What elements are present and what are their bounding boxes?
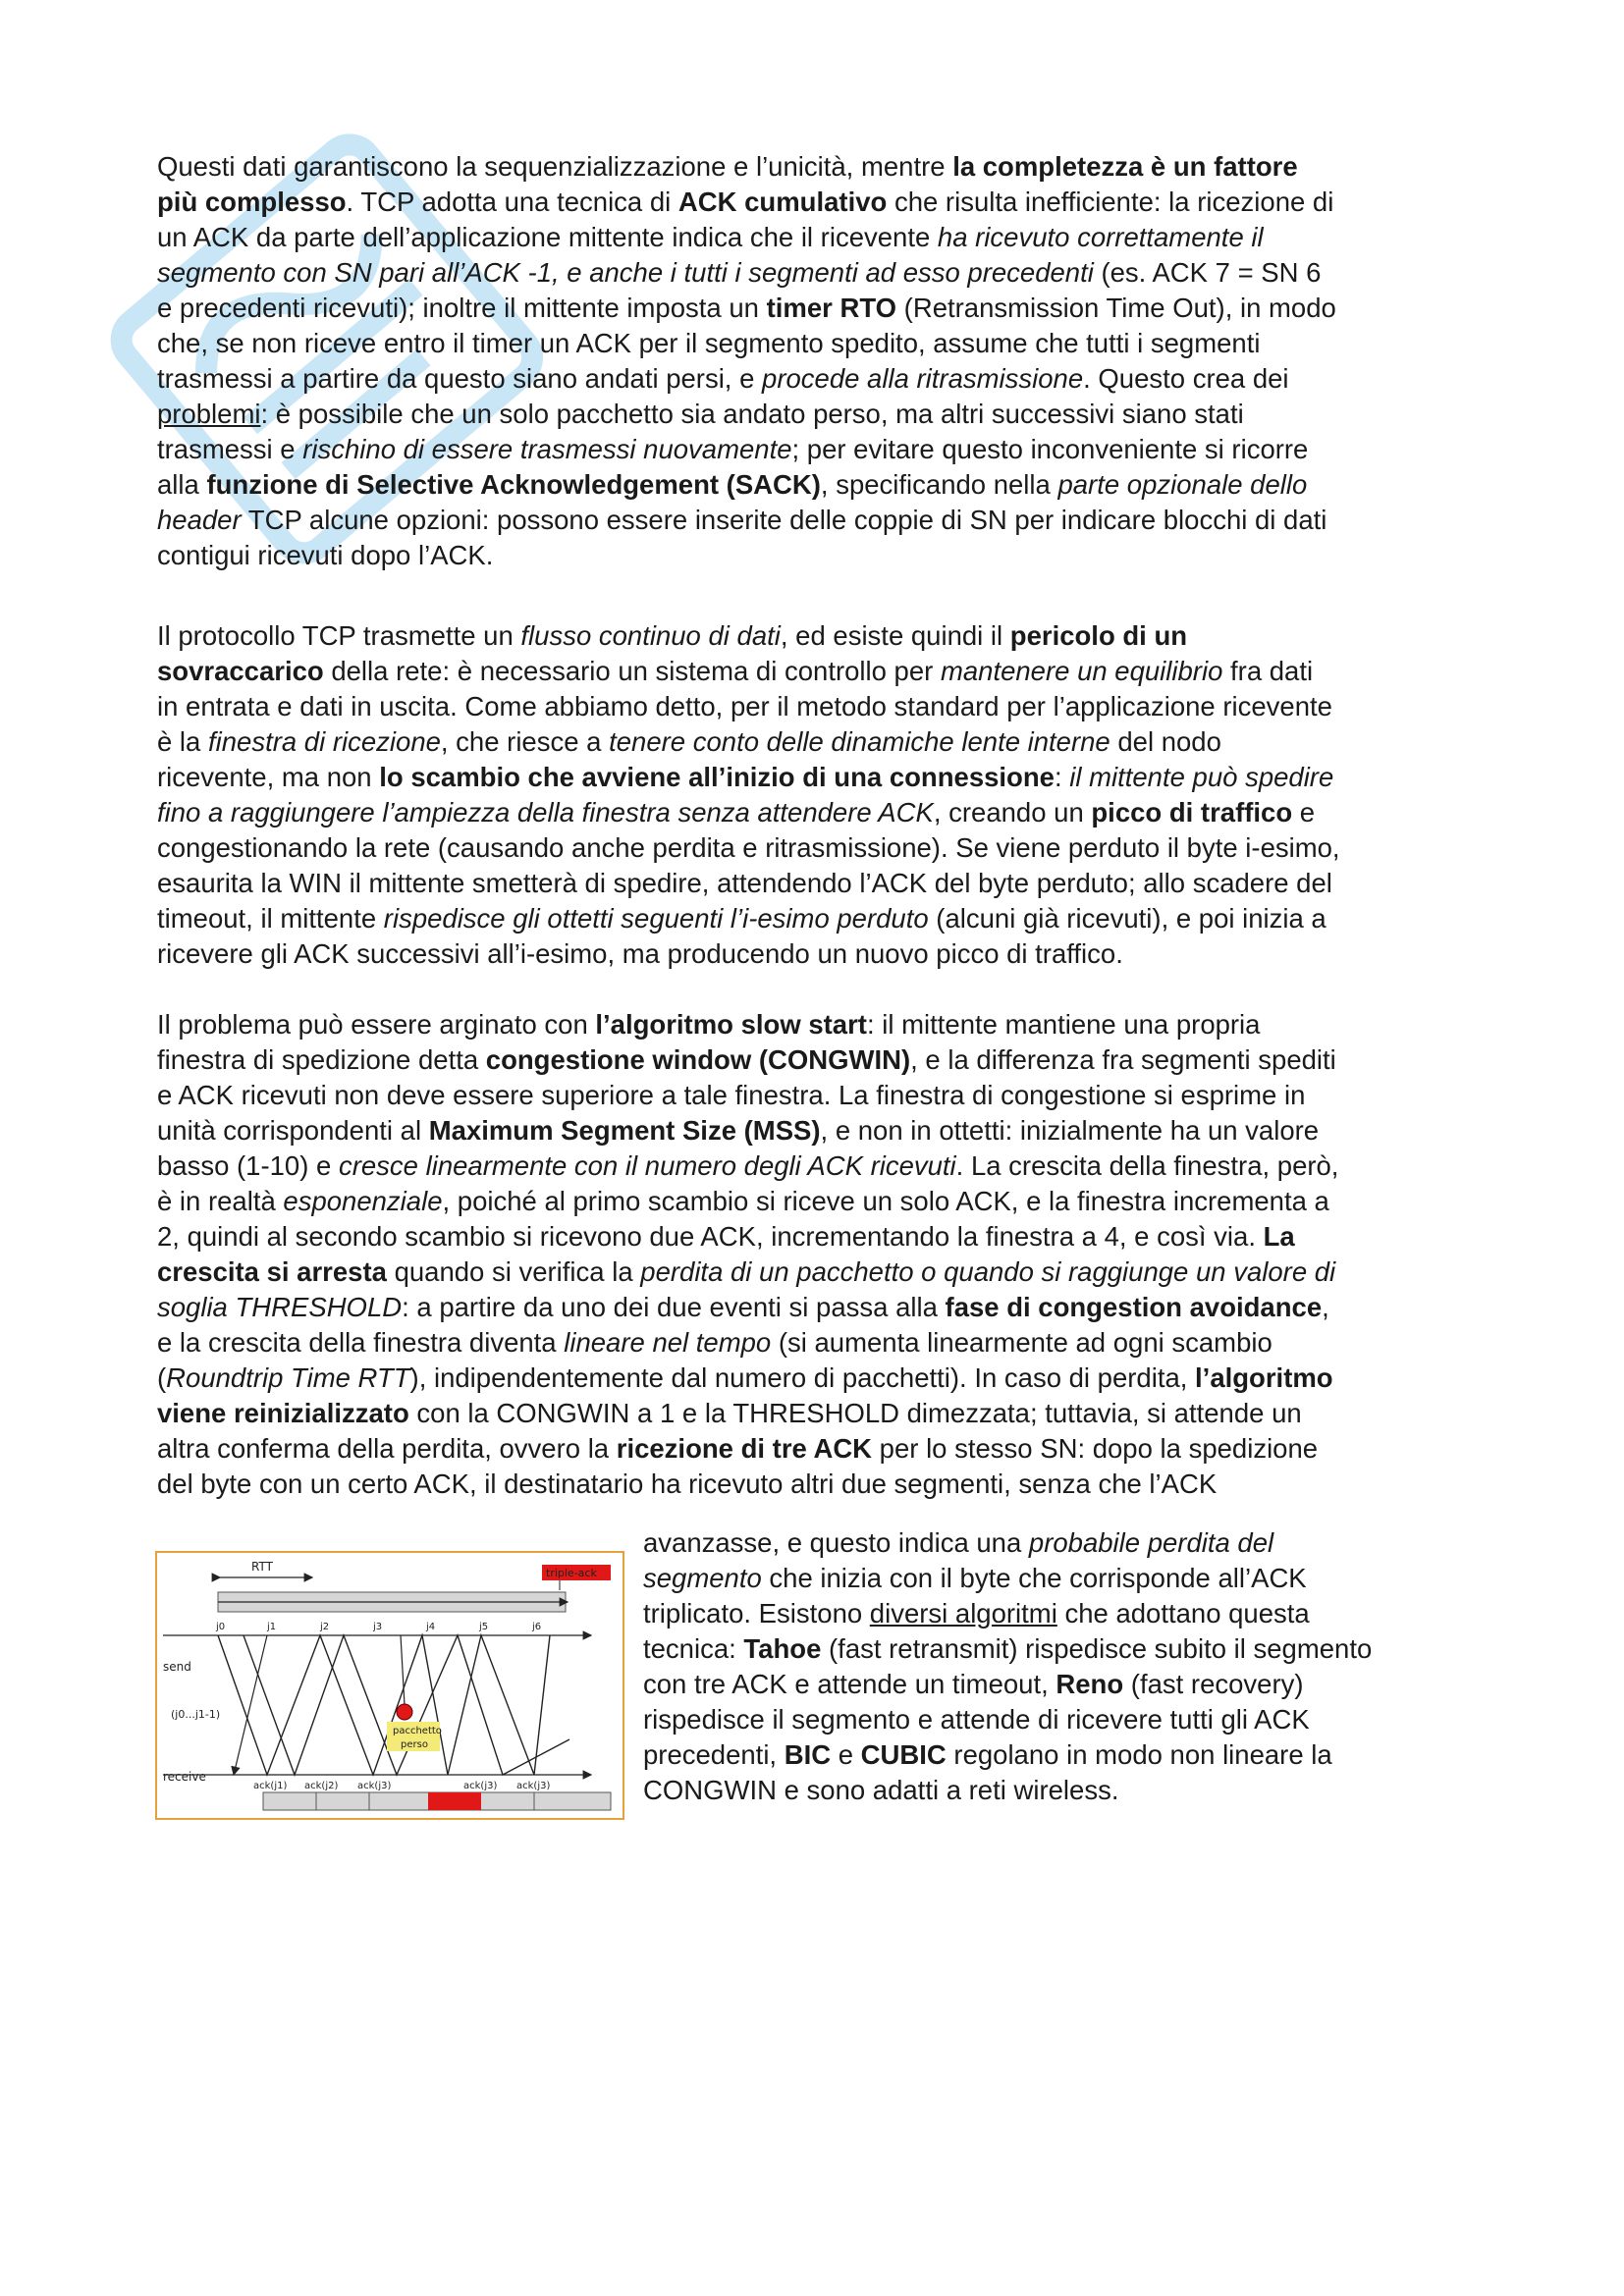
text-line: [157, 503, 1483, 538]
lost-label-1: pacchetto: [393, 1726, 442, 1736]
text-run: in entrata e dati in uscita. Come abbiamo detto, per il metodo standard per l’applicazione ricevente: [157, 691, 1332, 721]
text-run: finestra di spedizione detta: [157, 1044, 486, 1075]
text-line: [157, 760, 1483, 795]
text-run: : è possibile che un solo pacchetto sia andato perso, ma altri successivi siano stati: [260, 399, 1244, 429]
italic-run: tenere conto delle dinamiche lente interne: [609, 726, 1110, 757]
italic-run: il mittente può spedire: [1069, 762, 1334, 792]
text-run: , e non in ottetti: inizialmente ha un valore: [820, 1115, 1320, 1146]
text-line: [157, 538, 1483, 573]
text-run: del nodo: [1110, 726, 1221, 757]
paragraph-ack-cumulativo: [157, 149, 1483, 573]
italic-run: Roundtrip Time RTT: [166, 1362, 410, 1393]
text-line: [643, 1667, 1488, 1702]
text-line: [157, 795, 1483, 830]
paragraph-algoritmi: [643, 1525, 1488, 1808]
text-line: [157, 1113, 1483, 1148]
bold-run: la completezza è un fattore: [952, 151, 1298, 182]
text-run: Questi dati garantiscono la sequenzializzazione e l’unicità, mentre: [157, 151, 953, 182]
text-run: . Questo crea dei: [1083, 363, 1289, 394]
text-run: (es. ACK 7 = SN 6: [1093, 257, 1322, 288]
text-run: trasmessi e: [157, 434, 303, 464]
text-run: per lo stesso SN: dopo la spedizione: [872, 1433, 1319, 1464]
text-run: alla: [157, 469, 207, 500]
bold-run: l’algoritmo: [1195, 1362, 1333, 1393]
text-line: [157, 361, 1483, 397]
italic-run: rispedisce gli ottetti seguenti l’i-esimo perduto: [383, 903, 929, 934]
range-label: (j0...j1-1): [171, 1708, 221, 1721]
bold-run: ricezione di tre ACK: [616, 1433, 873, 1464]
text-line: [157, 1184, 1483, 1219]
text-run: : a partire da uno dei due eventi si passa alla: [402, 1292, 946, 1322]
italic-run: probabile perdita del: [1028, 1527, 1274, 1558]
text-run: e: [831, 1739, 861, 1770]
ack-label: ack(j1): [253, 1781, 288, 1791]
text-run: è in realtà: [157, 1186, 284, 1216]
text-line: [157, 1325, 1483, 1361]
italic-run: parte opzionale dello: [1057, 469, 1308, 500]
text-line: [157, 1042, 1483, 1078]
text-line: [157, 1431, 1483, 1467]
text-run: che, se non riceve entro il timer un ACK per il segmento spedito, assume che tutti i segmenti: [157, 328, 1261, 358]
text-run: congestionando la rete (causando anche perdita e ritrasmissione). Se viene perduto il byte i-esimo,: [157, 832, 1340, 863]
text-line: [157, 1255, 1483, 1290]
text-line: [157, 432, 1483, 467]
bold-run: timer RTO: [766, 293, 897, 323]
text-line: [157, 1007, 1483, 1042]
text-line: [157, 326, 1483, 361]
text-run: con tre ACK e attende un timeout,: [643, 1669, 1056, 1699]
lost-packet-dot: [397, 1704, 412, 1720]
italic-run: flusso continuo di dati: [520, 620, 781, 651]
text-run: (fast retransmit) rispedisce subito il segmento: [821, 1633, 1373, 1664]
bold-run: pericolo di un: [1009, 620, 1188, 651]
bold-run: Maximum Segment Size (MSS): [428, 1115, 821, 1146]
text-run: e: [1292, 797, 1316, 828]
text-run: . TCP adotta una tecnica di: [346, 187, 678, 217]
j-label: j2: [320, 1622, 330, 1632]
bold-run: più complesso: [157, 187, 347, 217]
text-run: del byte con un certo ACK, il destinatario ha ricevuto altri due segmenti, senza che l’ACK: [157, 1468, 1218, 1499]
send-label: send: [163, 1660, 191, 1674]
text-run: ; per evitare questo inconveniente si ricorre: [791, 434, 1309, 464]
bold-run: ACK cumulativo: [677, 187, 888, 217]
text-run: ), indipendentemente dal numero di pacchetti). In caso di perdita,: [409, 1362, 1196, 1393]
text-run: , che riesce a: [440, 726, 610, 757]
text-line: [157, 467, 1483, 503]
text-run: , ed esiste quindi il: [780, 620, 1010, 651]
text-line: [157, 1148, 1483, 1184]
ack-label: ack(j2): [304, 1781, 339, 1791]
j-label: j1: [267, 1622, 277, 1632]
bold-run: BIC: [784, 1739, 832, 1770]
text-line: [157, 901, 1483, 936]
italic-run: cresce linearmente con il numero degli ACK ricevuti: [338, 1150, 956, 1181]
bold-run: viene reinizializzato: [157, 1398, 409, 1428]
text-run: basso (1-10) e: [157, 1150, 339, 1181]
text-run: della rete: è necessario un sistema di controllo per: [323, 656, 941, 686]
underline-run: diversi algoritmi: [869, 1598, 1057, 1629]
bold-run: funzione di Selective Acknowledgement (SACK): [206, 469, 821, 500]
text-run: (Retransmission Time Out), in modo: [896, 293, 1336, 323]
paragraph-slow-start: [157, 1007, 1483, 1502]
text-line: [157, 149, 1483, 185]
text-run: regolano in modo non lineare la: [946, 1739, 1332, 1770]
text-run: CONGWIN e sono adatti a reti wireless.: [643, 1775, 1119, 1805]
text-run: , poiché al primo scambio si riceve un solo ACK, e la finestra incrementa a: [442, 1186, 1329, 1216]
italic-run: esponenziale: [283, 1186, 443, 1216]
transmission-line: [234, 1635, 267, 1775]
italic-run: fino a raggiungere l’ampiezza della finestra senza attendere ACK: [157, 797, 934, 828]
italic-run: lineare nel tempo: [564, 1327, 772, 1358]
bold-run: Tahoe: [743, 1633, 822, 1664]
bold-run: lo scambio che avviene all’inizio di una connessione: [379, 762, 1055, 792]
text-run: quando si verifica la: [386, 1256, 641, 1287]
bold-run: CUBIC: [860, 1739, 947, 1770]
bold-run: Reno: [1056, 1669, 1124, 1699]
text-line: [157, 1078, 1483, 1113]
text-line: [157, 1467, 1483, 1502]
text-run: fra dati: [1222, 656, 1314, 686]
text-line: [157, 618, 1483, 654]
j-label: j3: [373, 1622, 383, 1632]
text-line: [643, 1631, 1488, 1667]
italic-run: finestra di ricezione: [207, 726, 441, 757]
text-line: [643, 1702, 1488, 1737]
text-run: altra conferma della perdita, ovvero la: [157, 1433, 617, 1464]
text-run: (: [157, 1362, 167, 1393]
italic-run: perdita di un pacchetto o quando si raggiunge un valore di: [640, 1256, 1336, 1287]
text-line: [157, 936, 1483, 972]
text-line: [157, 1219, 1483, 1255]
text-run: ricevere gli ACK successivi all’i-esimo, ma producendo un nuovo picco di traffico.: [157, 938, 1123, 969]
text-line: [643, 1525, 1488, 1561]
transmission-zigzag-a: [218, 1635, 550, 1775]
text-line: [157, 724, 1483, 760]
lost-window-segment: [428, 1792, 481, 1810]
text-run: un ACK da parte dell’applicazione mittente indica che il ricevente: [157, 222, 938, 252]
bold-run: sovraccarico: [157, 656, 324, 686]
ack-label: ack(j3): [463, 1781, 498, 1791]
text-run: TCP alcune opzioni: possono essere inserite delle coppie di SN per indicare blocchi di dati: [241, 505, 1327, 535]
text-run: 2, quindi al secondo scambio si ricevono due ACK, incrementando la finestra a 4, e così via.: [157, 1221, 1264, 1252]
bold-run: picco di traffico: [1091, 797, 1293, 828]
text-run: rispedisce il segmento e attende di ricevere tutti gli ACK: [643, 1704, 1310, 1735]
bold-run: crescita si arresta: [157, 1256, 387, 1287]
text-run: trasmessi a partire da questo siano andati persi, e: [157, 363, 763, 394]
text-run: con la CONGWIN a 1 e la THRESHOLD dimezzata; tuttavia, si attende un: [408, 1398, 1302, 1428]
text-run: ,: [1322, 1292, 1329, 1322]
receive-label: receive: [163, 1770, 206, 1784]
j-label: j5: [479, 1622, 489, 1632]
text-line: [643, 1561, 1488, 1596]
text-line: [157, 654, 1483, 689]
text-run: che inizia con il byte che corrisponde all’ACK: [761, 1563, 1307, 1593]
bold-run: congestione window (CONGWIN): [485, 1044, 911, 1075]
tcp-triple-ack-diagram: [155, 1551, 624, 1820]
text-run: che adottano questa: [1056, 1598, 1310, 1629]
text-run: avanzasse, e questo indica una: [643, 1527, 1029, 1558]
bold-run: fase di congestion avoidance: [945, 1292, 1323, 1322]
italic-run: segmento: [643, 1563, 762, 1593]
ack-label: ack(j3): [516, 1781, 551, 1791]
lost-label-2: perso: [401, 1739, 428, 1750]
text-line: [157, 689, 1483, 724]
text-run: esaurita la WIN il mittente smetterà di spedire, attendendo l’ACK del byte perduto; allo scadere del: [157, 868, 1332, 898]
text-run: Il problema può essere arginato con: [157, 1009, 596, 1040]
italic-run: rischino di essere trasmessi nuovamente: [302, 434, 792, 464]
text-run: : il mittente mantiene una propria: [866, 1009, 1261, 1040]
text-run: e precedenti ricevuti); inoltre il mittente imposta un: [157, 293, 767, 323]
text-line: [157, 1396, 1483, 1431]
text-line: [643, 1596, 1488, 1631]
text-run: e la crescita della finestra diventa: [157, 1327, 565, 1358]
text-line: [157, 291, 1483, 326]
paragraph-flusso-continuo: [157, 618, 1483, 972]
ack-label: ack(j3): [357, 1781, 392, 1791]
triple-ack-label: triple-ack: [546, 1567, 597, 1579]
italic-run: soglia THRESHOLD: [157, 1292, 403, 1322]
text-line: [157, 220, 1483, 255]
text-run: :: [1054, 762, 1070, 792]
text-run: triplicato. Esistono: [643, 1598, 870, 1629]
text-run: e ACK ricevuti non deve essere superiore a tale finestra. La finestra di congestione si esprime in: [157, 1080, 1306, 1110]
text-line: [157, 830, 1483, 866]
text-run: che risulta inefficiente: la ricezione di: [887, 187, 1334, 217]
text-run: precedenti,: [643, 1739, 785, 1770]
text-run: , specificando nella: [820, 469, 1058, 500]
diagram-svg: [157, 1553, 623, 1818]
text-line: [157, 255, 1483, 291]
j-label: j6: [532, 1622, 542, 1632]
text-run: tecnica:: [643, 1633, 744, 1664]
italic-run: segmento con SN pari all’ACK -1, e anche i tutti i segmenti ad esso precedenti: [157, 257, 1094, 288]
text-line: [157, 397, 1483, 432]
text-line: [643, 1773, 1488, 1808]
text-line: [157, 1290, 1483, 1325]
text-run: è la: [157, 726, 208, 757]
bold-run: La: [1263, 1221, 1295, 1252]
italic-run: procede alla ritrasmissione: [762, 363, 1084, 394]
text-line: [157, 185, 1483, 220]
italic-run: header: [157, 505, 242, 535]
text-line: [157, 1361, 1483, 1396]
text-run: (fast recovery): [1123, 1669, 1304, 1699]
rtt-label: RTT: [251, 1560, 273, 1574]
text-run: (si aumenta linearmente ad ogni scambio: [771, 1327, 1272, 1358]
text-line: [157, 866, 1483, 901]
text-run: (alcuni già ricevuti), e poi inizia a: [928, 903, 1326, 934]
underline-run: problemi: [157, 399, 261, 429]
j-label: j4: [426, 1622, 436, 1632]
text-run: timeout, il mittente: [157, 903, 384, 934]
text-run: contigui ricevuti dopo l’ACK.: [157, 540, 494, 570]
text-run: , creando un: [933, 797, 1092, 828]
text-run: . La crescita della finestra, però,: [955, 1150, 1339, 1181]
j-label: j0: [216, 1622, 226, 1632]
text-line: [643, 1737, 1488, 1773]
text-run: , e la differenza fra segmenti spediti: [910, 1044, 1336, 1075]
italic-run: mantenere un equilibrio: [940, 656, 1223, 686]
italic-run: ha ricevuto correttamente il: [937, 222, 1264, 252]
text-run: Il protocollo TCP trasmette un: [157, 620, 521, 651]
bold-run: l’algoritmo slow start: [595, 1009, 867, 1040]
text-run: ricevente, ma non: [157, 762, 380, 792]
text-run: unità corrispondenti al: [157, 1115, 429, 1146]
